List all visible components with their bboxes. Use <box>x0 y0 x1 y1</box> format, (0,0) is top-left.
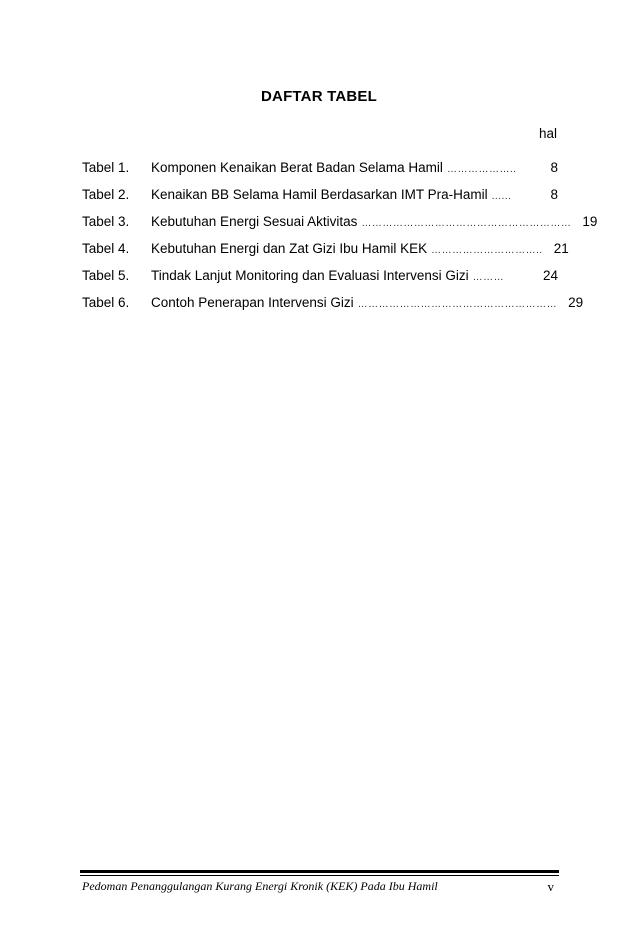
table-title: Contoh Penerapan Intervensi Gizi <box>151 295 354 310</box>
list-item[interactable] <box>82 241 569 268</box>
dot-leader: ………………………….. <box>431 245 543 256</box>
table-title: Komponen Kenaikan Berat Badan Selama Hamil <box>151 160 443 175</box>
table-number: Tabel 5. <box>82 268 130 283</box>
list-item[interactable] <box>82 268 558 295</box>
list-item[interactable] <box>82 187 558 214</box>
table-page: 21 <box>553 241 569 256</box>
list-item[interactable] <box>82 295 584 322</box>
table-page: 24 <box>542 268 558 283</box>
table-number: Tabel 3. <box>82 214 130 229</box>
footer-rule <box>80 870 559 873</box>
page-title: DAFTAR TABEL <box>261 88 377 105</box>
table-number: Tabel 4. <box>82 241 130 256</box>
list-item[interactable] <box>82 160 558 187</box>
table-title: Kebutuhan Energi Sesuai Aktivitas <box>151 214 358 229</box>
footer-title: Pedoman Penanggulangan Kurang Energi Kronik (KEK) Pada Ibu Hamil <box>82 879 438 893</box>
dot-leader: ...... <box>491 191 512 202</box>
table-number: Tabel 6. <box>82 295 130 310</box>
table-title: Kenaikan BB Selama Hamil Berdasarkan IMT Pra-Hamil <box>151 187 488 202</box>
table-list <box>82 160 598 322</box>
dot-leader: …………………………………………………… <box>361 218 572 229</box>
table-page: 29 <box>568 295 584 310</box>
list-item[interactable] <box>82 214 598 241</box>
dot-leader: ……………….. <box>446 164 517 175</box>
page-column-label: hal <box>538 126 557 141</box>
table-number: Tabel 1. <box>82 160 130 175</box>
table-page: 8 <box>550 187 558 202</box>
footer-page-number: v <box>547 879 554 894</box>
table-number: Tabel 2. <box>82 187 130 202</box>
dot-leader: ………………………………………………… <box>357 299 558 310</box>
footer-rule-thin <box>80 875 559 876</box>
table-page: 19 <box>582 214 598 229</box>
table-title: Kebutuhan Energi dan Zat Gizi Ibu Hamil KEK <box>151 241 428 256</box>
table-page: 8 <box>550 160 558 175</box>
dot-leader: ……… <box>472 272 505 283</box>
table-title: Tindak Lanjut Monitoring dan Evaluasi Intervensi Gizi <box>151 268 469 283</box>
